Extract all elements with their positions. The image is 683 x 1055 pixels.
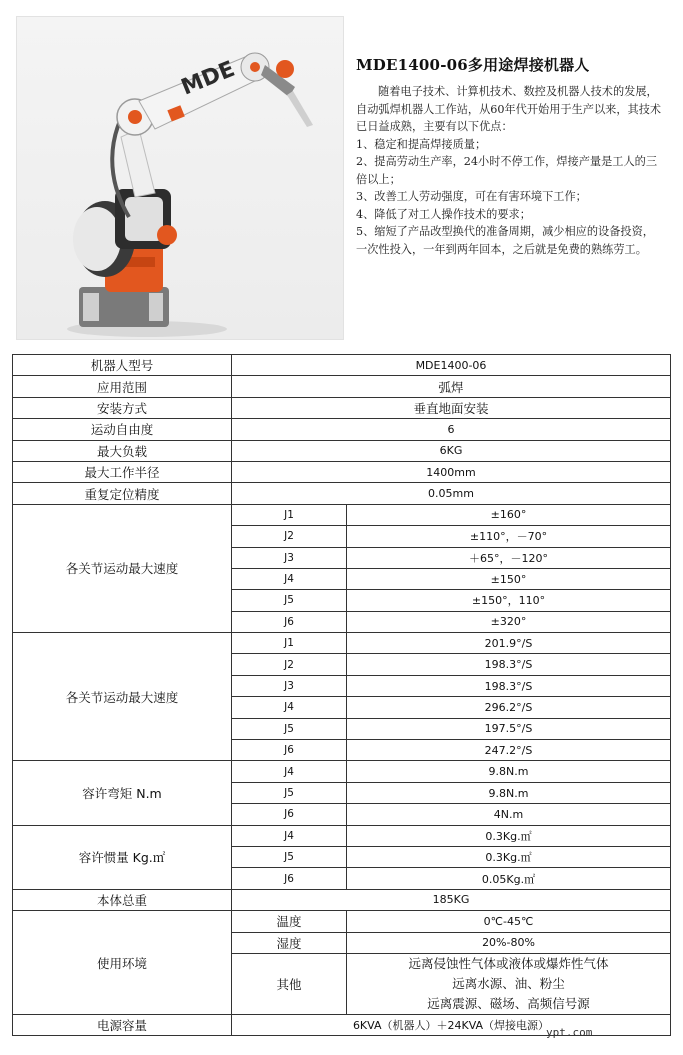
joint-label: J6 [232,804,347,825]
env-other-line: 远离震源、磁场、高频信号源 [427,995,590,1011]
advantage-item: 1、稳定和提高焊接质量； [356,137,487,151]
joint-value: 0.3Kg.㎡ [347,825,671,846]
joint-value: 296.2°/S [347,697,671,718]
table-row [13,504,671,525]
advantage-item: 2、提高劳动生产率，24小时不停工作，焊接产量是工人的三倍以上； [356,155,658,186]
joint-value: ±160° [347,504,671,525]
table-row [13,911,671,932]
joint-label: J4 [232,697,347,718]
spec-value: 弧焊 [232,376,671,397]
spec-label: 最大工作半径 [13,461,232,482]
advantage-item: 3、改善工人劳动强度，可在有害环境下工作； [356,190,587,203]
table-row [13,889,671,910]
joint-label: J1 [232,633,347,654]
joint-value: ±320° [347,611,671,632]
brand-logo: MDE [177,56,239,101]
table-row [13,825,671,846]
joint-label: J3 [232,675,347,696]
spec-label: 运动自由度 [13,419,232,440]
spec-value: 垂直地面安装 [232,397,671,418]
spec-value: MDE1400-06 [232,355,671,376]
joint-label: J5 [232,782,347,803]
spec-label: 容许惯量 Kg.㎡ [13,825,232,889]
joint-label: J5 [232,846,347,867]
table-row [13,483,671,504]
table-row [13,633,671,654]
joint-label: J6 [232,740,347,761]
advantage-item: 5、缩短了产品改型换代的准备周期，减少相应的设备投资，一次性投入，一年到两年回本，之后就是免费的熟练劳工。 [356,225,654,256]
table-row [13,761,671,782]
intro-section [356,54,662,258]
joint-label: J6 [232,611,347,632]
joint-value: 197.5°/S [347,718,671,739]
welding-robot-illustration [17,17,343,339]
table-row [13,461,671,482]
joint-label: J4 [232,568,347,589]
spec-label: 机器人型号 [13,355,232,376]
spec-label: 各关节运动最大速度 [13,633,232,761]
joint-label: J6 [232,868,347,889]
joint-value: 201.9°/S [347,633,671,654]
joint-value: ±150°，110° [347,590,671,611]
env-other-line: 远离水源、油、粉尘 [452,975,565,991]
spec-label: 重复定位精度 [13,483,232,504]
table-row [13,355,671,376]
spec-value: 6 [232,419,671,440]
joint-value: 0.3Kg.㎡ [347,846,671,867]
spec-label: 使用环境 [13,911,232,1015]
env-label: 湿度 [232,932,347,953]
joint-value: 198.3°/S [347,675,671,696]
spec-value: 6KVA（机器人）＋24KVA（焊接电源） [232,1014,671,1035]
joint-label: J5 [232,590,347,611]
product-title: MDE1400-06多用途焊接机器人 [356,56,590,74]
joint-value: ±110°，－70° [347,526,671,547]
env-label: 其他 [232,953,347,1014]
table-row [13,440,671,461]
joint-label: J4 [232,825,347,846]
env-other-line: 远离侵蚀性气体或液体或爆炸性气体 [408,955,609,971]
spec-label: 应用范围 [13,376,232,397]
table-row [13,376,671,397]
watermark: ypt.com [546,1026,593,1039]
joint-value: ＋65°，－120° [347,547,671,568]
joint-label: J3 [232,547,347,568]
spec-value: 185KG [232,889,671,910]
spec-label: 本体总重 [13,889,232,910]
spec-value: 1400mm [232,461,671,482]
spec-value: 0.05mm [232,483,671,504]
env-value [347,953,671,1014]
spec-label: 安装方式 [13,397,232,418]
table-row [13,419,671,440]
advantage-item: 4、降低了对工人操作技术的要求； [356,207,531,221]
spec-label: 各关节运动最大速度 [13,504,232,632]
joint-value: 4N.m [347,804,671,825]
spec-table [12,354,671,1036]
joint-label: J4 [232,761,347,782]
env-value: 0℃-45℃ [347,911,671,932]
spec-label: 最大负载 [13,440,232,461]
joint-value: 9.8N.m [347,761,671,782]
joint-value: 0.05Kg.㎡ [347,868,671,889]
intro-lead: 随着电子技术、计算机技术、数控及机器人技术的发展，自动弧焊机器人工作站，从60年代开始用于生产以来，其技术已日益成熟，主要有以下优点： [356,85,662,133]
joint-value: 9.8N.m [347,782,671,803]
joint-label: J5 [232,718,347,739]
spec-label: 电源容量 [13,1014,232,1035]
joint-value: 247.2°/S [347,740,671,761]
table-row [13,397,671,418]
joint-value: 198.3°/S [347,654,671,675]
joint-label: J2 [232,526,347,547]
spec-label: 容许弯矩 N.m [13,761,232,825]
joint-label: J1 [232,504,347,525]
env-value: 20%-80% [347,932,671,953]
env-label: 温度 [232,911,347,932]
robot-photo [16,16,344,340]
spec-value: 6KG [232,440,671,461]
joint-value: ±150° [347,568,671,589]
joint-label: J2 [232,654,347,675]
